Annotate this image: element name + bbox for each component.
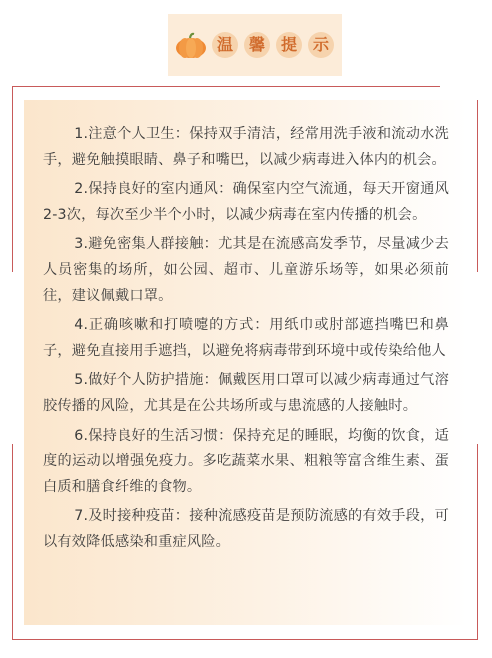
title-char: 提 xyxy=(276,32,302,58)
header-banner xyxy=(168,14,342,76)
tip-protection: 5.做好个人防护措施：佩戴医用口罩可以减少病毒通过气溶胶传播的风险，尤其是在公共场所或与患流感的人接触时。 xyxy=(43,372,449,414)
page-title xyxy=(212,32,334,58)
pumpkin-icon xyxy=(174,31,208,59)
tip-vaccine: 7.及时接种疫苗：接种流感疫苗是预防流感的有效手段，可以有效降低感染和重症风险。 xyxy=(43,508,449,550)
tip-ventilation: 2.保持良好的室内通风：确保室内空气流通，每天开窗通风2-3次，每次至少半个小时，以减少病毒在室内传播的机会。 xyxy=(43,181,449,223)
tip-hygiene: 1.注意个人卫生：保持双手清洁，经常用洗手液和流动水洗手，避免触摸眼睛、鼻子和嘴巴，以减少病毒进入体内的机会。 xyxy=(43,126,449,168)
frame-gap-right xyxy=(476,272,479,444)
title-char: 示 xyxy=(308,32,334,58)
title-char: 温 xyxy=(212,32,238,58)
tip-habits: 6.保持良好的生活习惯：保持充足的睡眠，均衡的饮食，适度的运动以增强免疫力。多吃蔬菜水果、粗粮等富含维生素、蛋白质和膳食纤维的食物。 xyxy=(43,427,449,495)
frame-corner-gap xyxy=(440,86,480,100)
tips-panel xyxy=(24,100,467,625)
frame-gap-left xyxy=(10,272,13,444)
tip-cough-etiquette: 4.正确咳嗽和打喷嚏的方式：用纸巾或肘部遮挡嘴巴和鼻子，避免直接用手遮挡，以避免将病毒带到环境中或传染给他人 xyxy=(43,317,449,359)
tip-avoid-crowds: 3.避免密集人群接触：尤其是在流感高发季节，尽量减少去人员密集的场所，如公园、超市、儿童游乐场等，如果必须前往，建议佩戴口罩。 xyxy=(43,236,449,304)
title-char: 馨 xyxy=(244,32,270,58)
